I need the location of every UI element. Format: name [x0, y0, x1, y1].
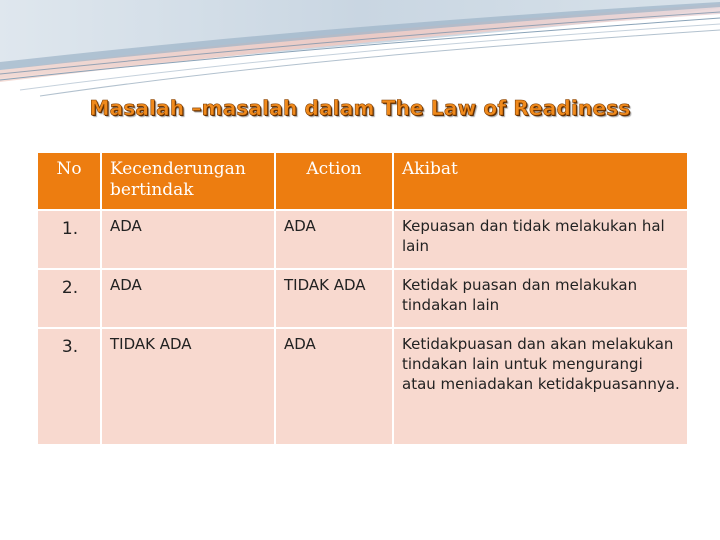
cell-akibat: Kepuasan dan tidak melakukan hal lain: [393, 210, 688, 269]
slide-title: Masalah –masalah dalam The Law of Readiness: [89, 96, 631, 120]
header-wave-decoration: [0, 0, 720, 100]
cell-akibat: Ketidakpuasan dan akan melakukan tindakan lain untuk mengurangi atau meniadakan ketidakpuasannya.: [393, 328, 688, 445]
cell-no: 1.: [37, 210, 101, 269]
table-row: [37, 328, 688, 445]
cell-action: ADA: [275, 328, 393, 445]
table-header-row: [37, 152, 688, 210]
header-kecenderungan: Kecenderungan bertindak: [101, 152, 275, 210]
cell-akibat: Ketidak puasan dan melakukan tindakan lain: [393, 269, 688, 328]
cell-kecenderungan: TIDAK ADA: [101, 328, 275, 445]
header-no: No: [37, 152, 101, 210]
cell-kecenderungan: ADA: [101, 269, 275, 328]
cell-kecenderungan: ADA: [101, 210, 275, 269]
readiness-table: [36, 151, 689, 446]
table-row: [37, 210, 688, 269]
cell-action: ADA: [275, 210, 393, 269]
cell-no: 3.: [37, 328, 101, 445]
table-row: [37, 269, 688, 328]
cell-no: 2.: [37, 269, 101, 328]
cell-action: TIDAK ADA: [275, 269, 393, 328]
header-action: Action: [275, 152, 393, 210]
header-akibat: Akibat: [393, 152, 688, 210]
